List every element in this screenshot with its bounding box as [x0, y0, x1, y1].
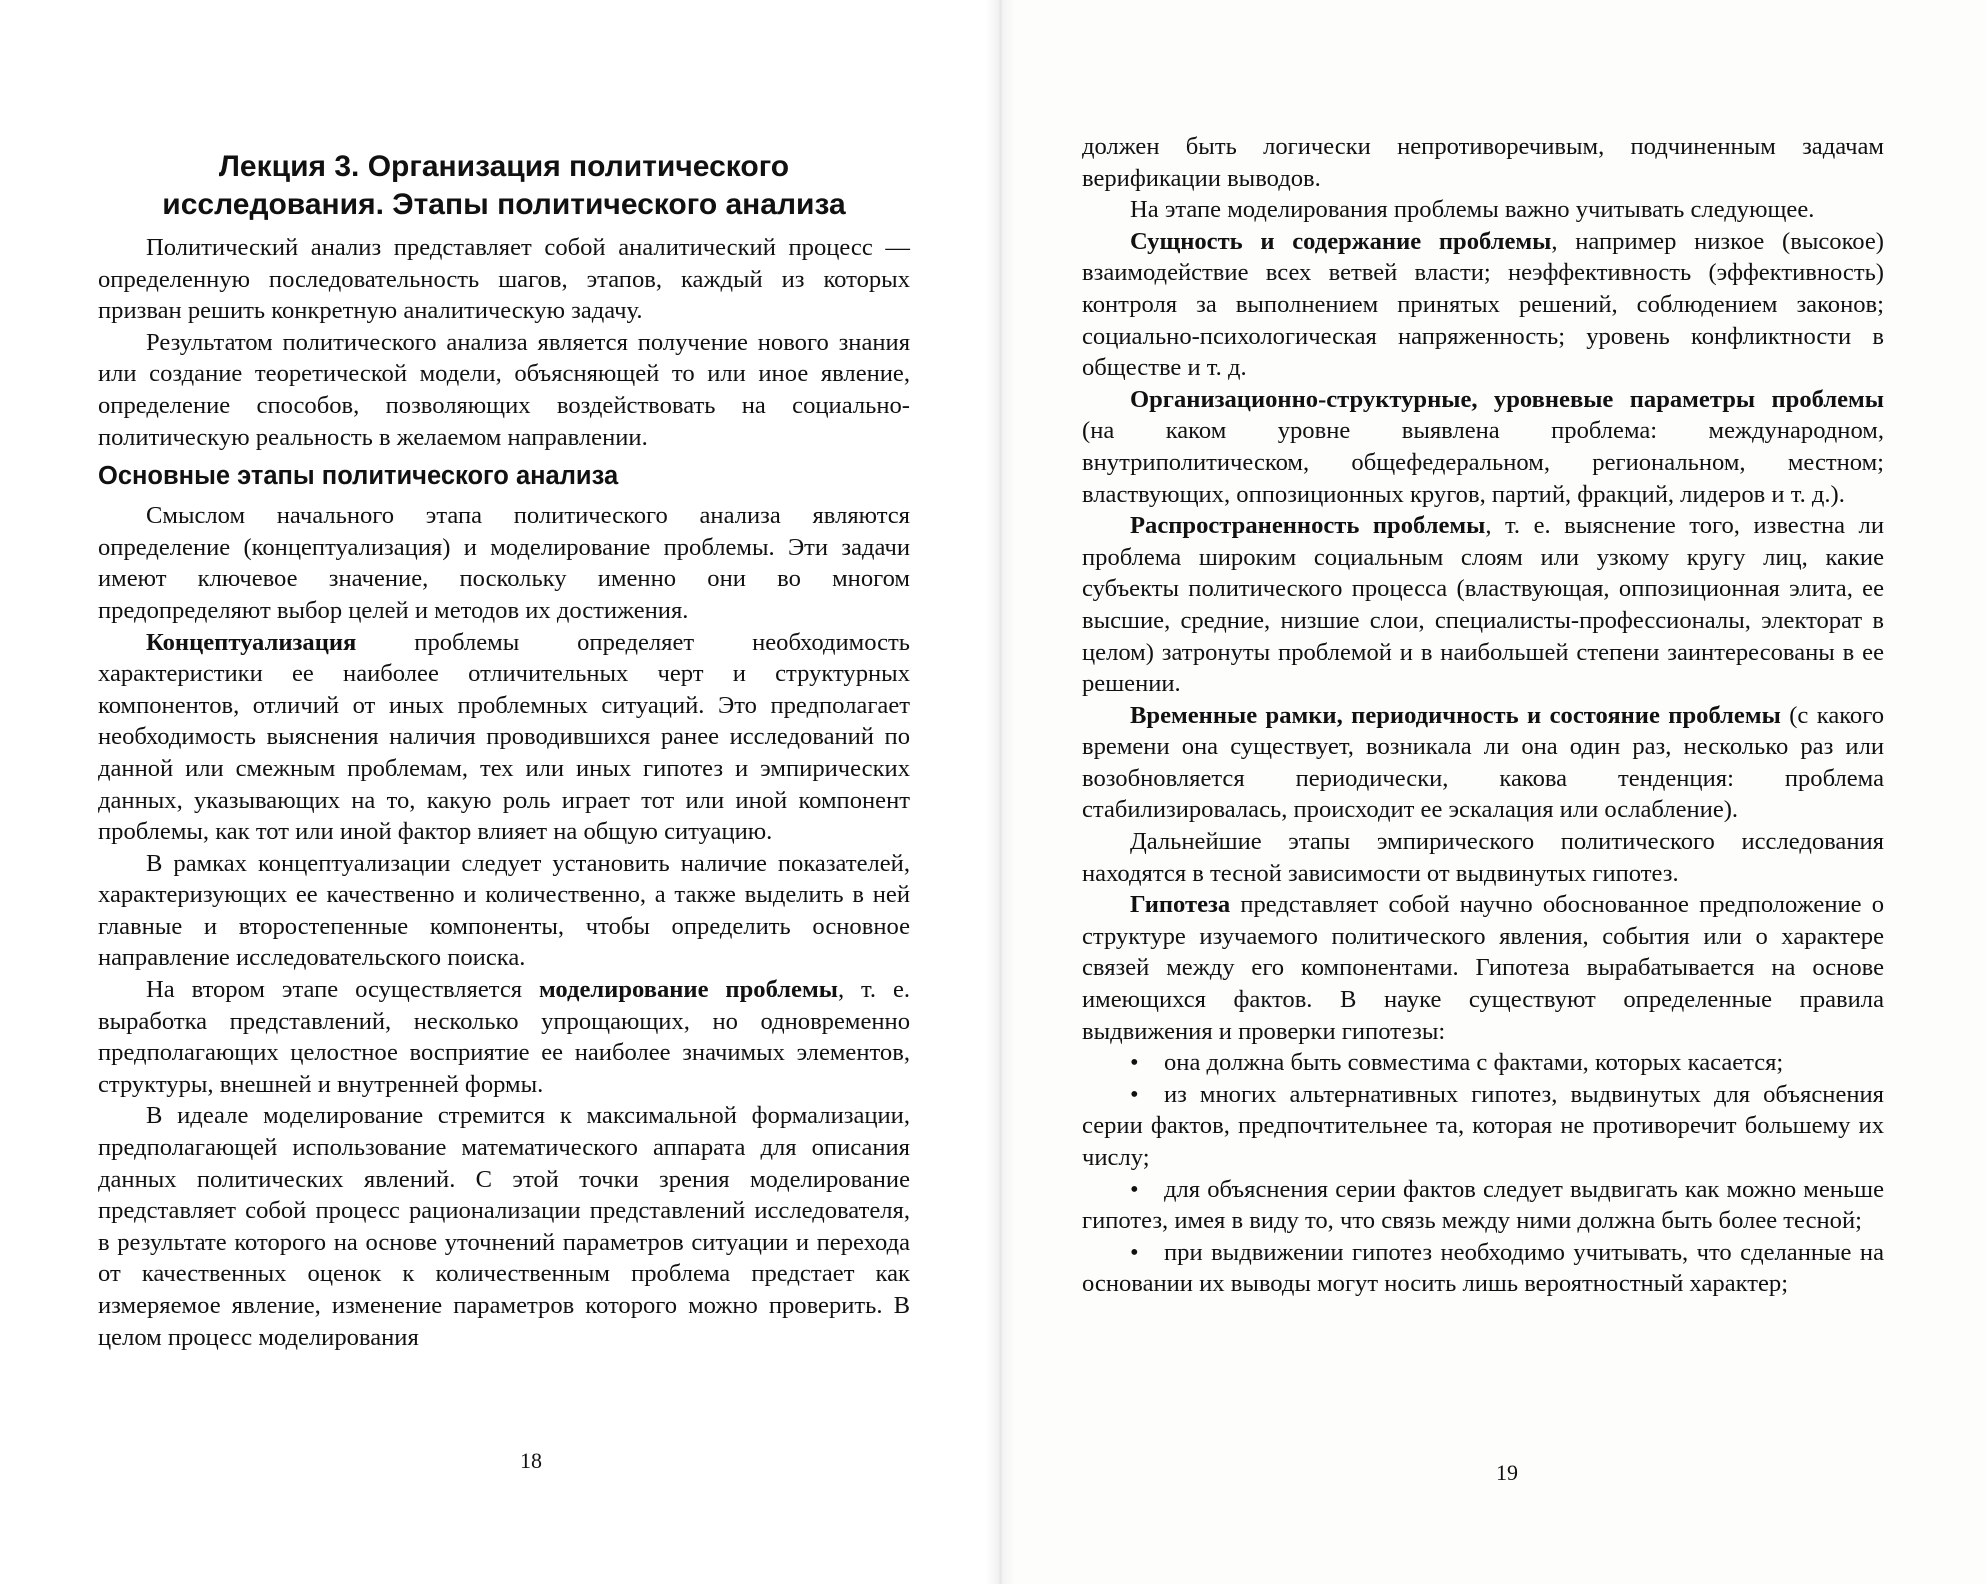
term-bold: Сущность и содержание проблемы: [1130, 227, 1552, 255]
bullet-text: она должна быть совместима с фактами, которых касается;: [1164, 1049, 1784, 1077]
left-text-column: [98, 148, 910, 1353]
paragraph: [1082, 700, 1884, 826]
paragraph-text: , т. е. выработка представлений, несколько упрощающих, но одновременно предполагающих целостное восприятие ее наиболее значимых элементов, структуры, внешней и внутренней формы.: [98, 976, 911, 1098]
bullet-item: [1082, 1174, 1884, 1237]
bullet-icon: •: [1130, 1080, 1139, 1108]
title-line-2: исследования. Этапы политического анализа: [162, 188, 846, 221]
term-bold: Концептуализация: [146, 628, 357, 656]
paragraph: На этапе моделирования проблемы важно учитывать следующее.: [1130, 196, 1815, 224]
bullet-item: [1082, 1079, 1884, 1174]
paragraph: [98, 974, 910, 1100]
paragraph: Результатом политического анализа является получение нового знания или создание теоретической модели, объясняющей то или иное явление, определение способов, позволяющих воздействовать на социально-политическую реальность в желаемом направлении.: [98, 328, 910, 451]
bullet-icon: •: [1130, 1175, 1139, 1203]
paragraph-text: , т. е. выяснение того, известна ли проблема широким социальным слоям или узкому кругу лиц, какие субъекты политического процесса (властвующая, оппозиционная элита, ее высшие, средние, низшие слои, специалисты-профессионалы, электорат в целом) затронуты проблемой и в наибольшей степени заинтересованы в ее решении.: [1082, 512, 1884, 698]
page-number: 18: [520, 1448, 542, 1473]
paragraph-text: (с какого времени она существует, возникала ли она один раз, несколько раз или возобновляется периодически, какова тенденция: проблема стабилизировалась, происходит ее эскалация или ослабление).: [1082, 701, 1884, 824]
paragraph-text: представляет собой научно обоснованное предположение о структуре изучаемого политического явления, события или о характере связей между его компонентами. Гипотеза вырабатывается на основе имеющихся фактов. В науке существуют определенные правила выдвижения и проверки гипотезы:: [1082, 891, 1884, 1045]
book-gutter: [985, 0, 1015, 1584]
right-text-column: [1082, 131, 1884, 1300]
bullet-text: для объяснения серии фактов следует выдвигать как можно меньше гипотез, имея в виду то, что связь между ними должна быть более тесной;: [1082, 1175, 1884, 1235]
bullet-item: [1082, 1047, 1884, 1079]
bullet-icon: •: [1130, 1049, 1139, 1077]
page-number: 19: [1496, 1460, 1518, 1485]
paragraph-text: проблемы определяет необходимость характеристики ее наиболее отличительных черт и структурных компонентов, отличий от иных проблемных ситуаций. Это предполагает необходимость выяснения наличия проводившихся ранее исследований по данной или смежным проблемам, тех или иных гипотез и эмпирических данных, указывающих на то, какую роль играет тот или иной компонент проблемы, как тот или иной фактор влияет на общую ситуацию.: [98, 628, 910, 846]
term-bold: моделирование проблемы: [538, 976, 838, 1004]
paragraph: [1082, 226, 1884, 384]
paragraph: В рамках концептуализации следует установить наличие показателей, характеризующих ее качественно и количественно, а также выделить в ней главные и второстепенные компоненты, чтобы определить основное направление исследовательского поиска.: [98, 849, 910, 972]
right-page: [1000, 0, 1986, 1584]
paragraph: [1082, 889, 1884, 1047]
paragraph: Дальнейшие этапы эмпирического политического исследования находятся в тесной зависимости от выдвинутых гипотез.: [1082, 828, 1884, 887]
paragraph: [1082, 510, 1884, 700]
section-heading: Основные этапы политического анализа: [98, 462, 619, 491]
paragraph-text: , например низкое (высокое) взаимодействие всех ветвей власти; неэффективность (эффективность) контроля за выполнением принятых решений, соблюдением законов; социально-психологическая напряженность; уровень конфликтности в обществе и т. д.: [1082, 227, 1884, 382]
bullet-text: при выдвижении гипотез необходимо учитывать, что сделанные на основании их выводы могут носить лишь вероятностный характер;: [1082, 1238, 1884, 1298]
title-line-1: Лекция 3. Организация политического: [218, 150, 790, 183]
paragraph: Политический анализ представляет собой аналитический процесс — определенную последовательность шагов, этапов, каждый из которых призван решить конкретную аналитическую задачу.: [98, 234, 910, 325]
bullet-text: из многих альтернативных гипотез, выдвинутых для объяснения серии фактов, предпочтительнее та, которая не противоречит большему их числу;: [1082, 1080, 1884, 1171]
bullet-item: [1082, 1237, 1884, 1300]
paragraph: [1082, 384, 1884, 510]
paragraph: В идеале моделирование стремится к максимальной формализации, предполагающей использование математического аппарата для описания данных политических явлений. С этой точки зрения моделирование представляет собой процесс рационализации представлений исследователя, в результате которого на основе уточнений параметров ситуации и перехода от качественных оценок к количественным проблема предстает как измеряемое явление, изменение параметров которого можно проверить. В целом процесс моделирования: [98, 1102, 910, 1351]
lecture-title: [98, 148, 910, 224]
paragraph-text: (на каком уровне выявлена проблема: международном, внутриполитическом, общефедеральном, региональном, местном; властвующих, оппозиционных кругов, партий, фракций, лидеров и т. д.).: [1082, 417, 1884, 508]
paragraph-text: На втором этапе осуществляется: [146, 976, 539, 1004]
term-bold: Гипотеза: [1130, 891, 1231, 919]
paragraph: [98, 627, 910, 848]
paragraph: Смыслом начального этапа политического анализа являются определение (концептуализация) и моделирование проблемы. Эти задачи имеют ключевое значение, поскольку именно они во многом предопределяют выбор целей и методов их достижения.: [98, 502, 910, 624]
paragraph: должен быть логически непротиворечивым, подчиненным задачам верификации выводов.: [1082, 133, 1884, 192]
bullet-icon: •: [1130, 1238, 1139, 1266]
term-bold: Временные рамки, периодичность и состояние проблемы: [1130, 701, 1781, 729]
term-bold: Организационно-структурные, уровневые параметры проблемы: [1130, 385, 1884, 413]
term-bold: Распространенность проблемы: [1130, 512, 1486, 540]
